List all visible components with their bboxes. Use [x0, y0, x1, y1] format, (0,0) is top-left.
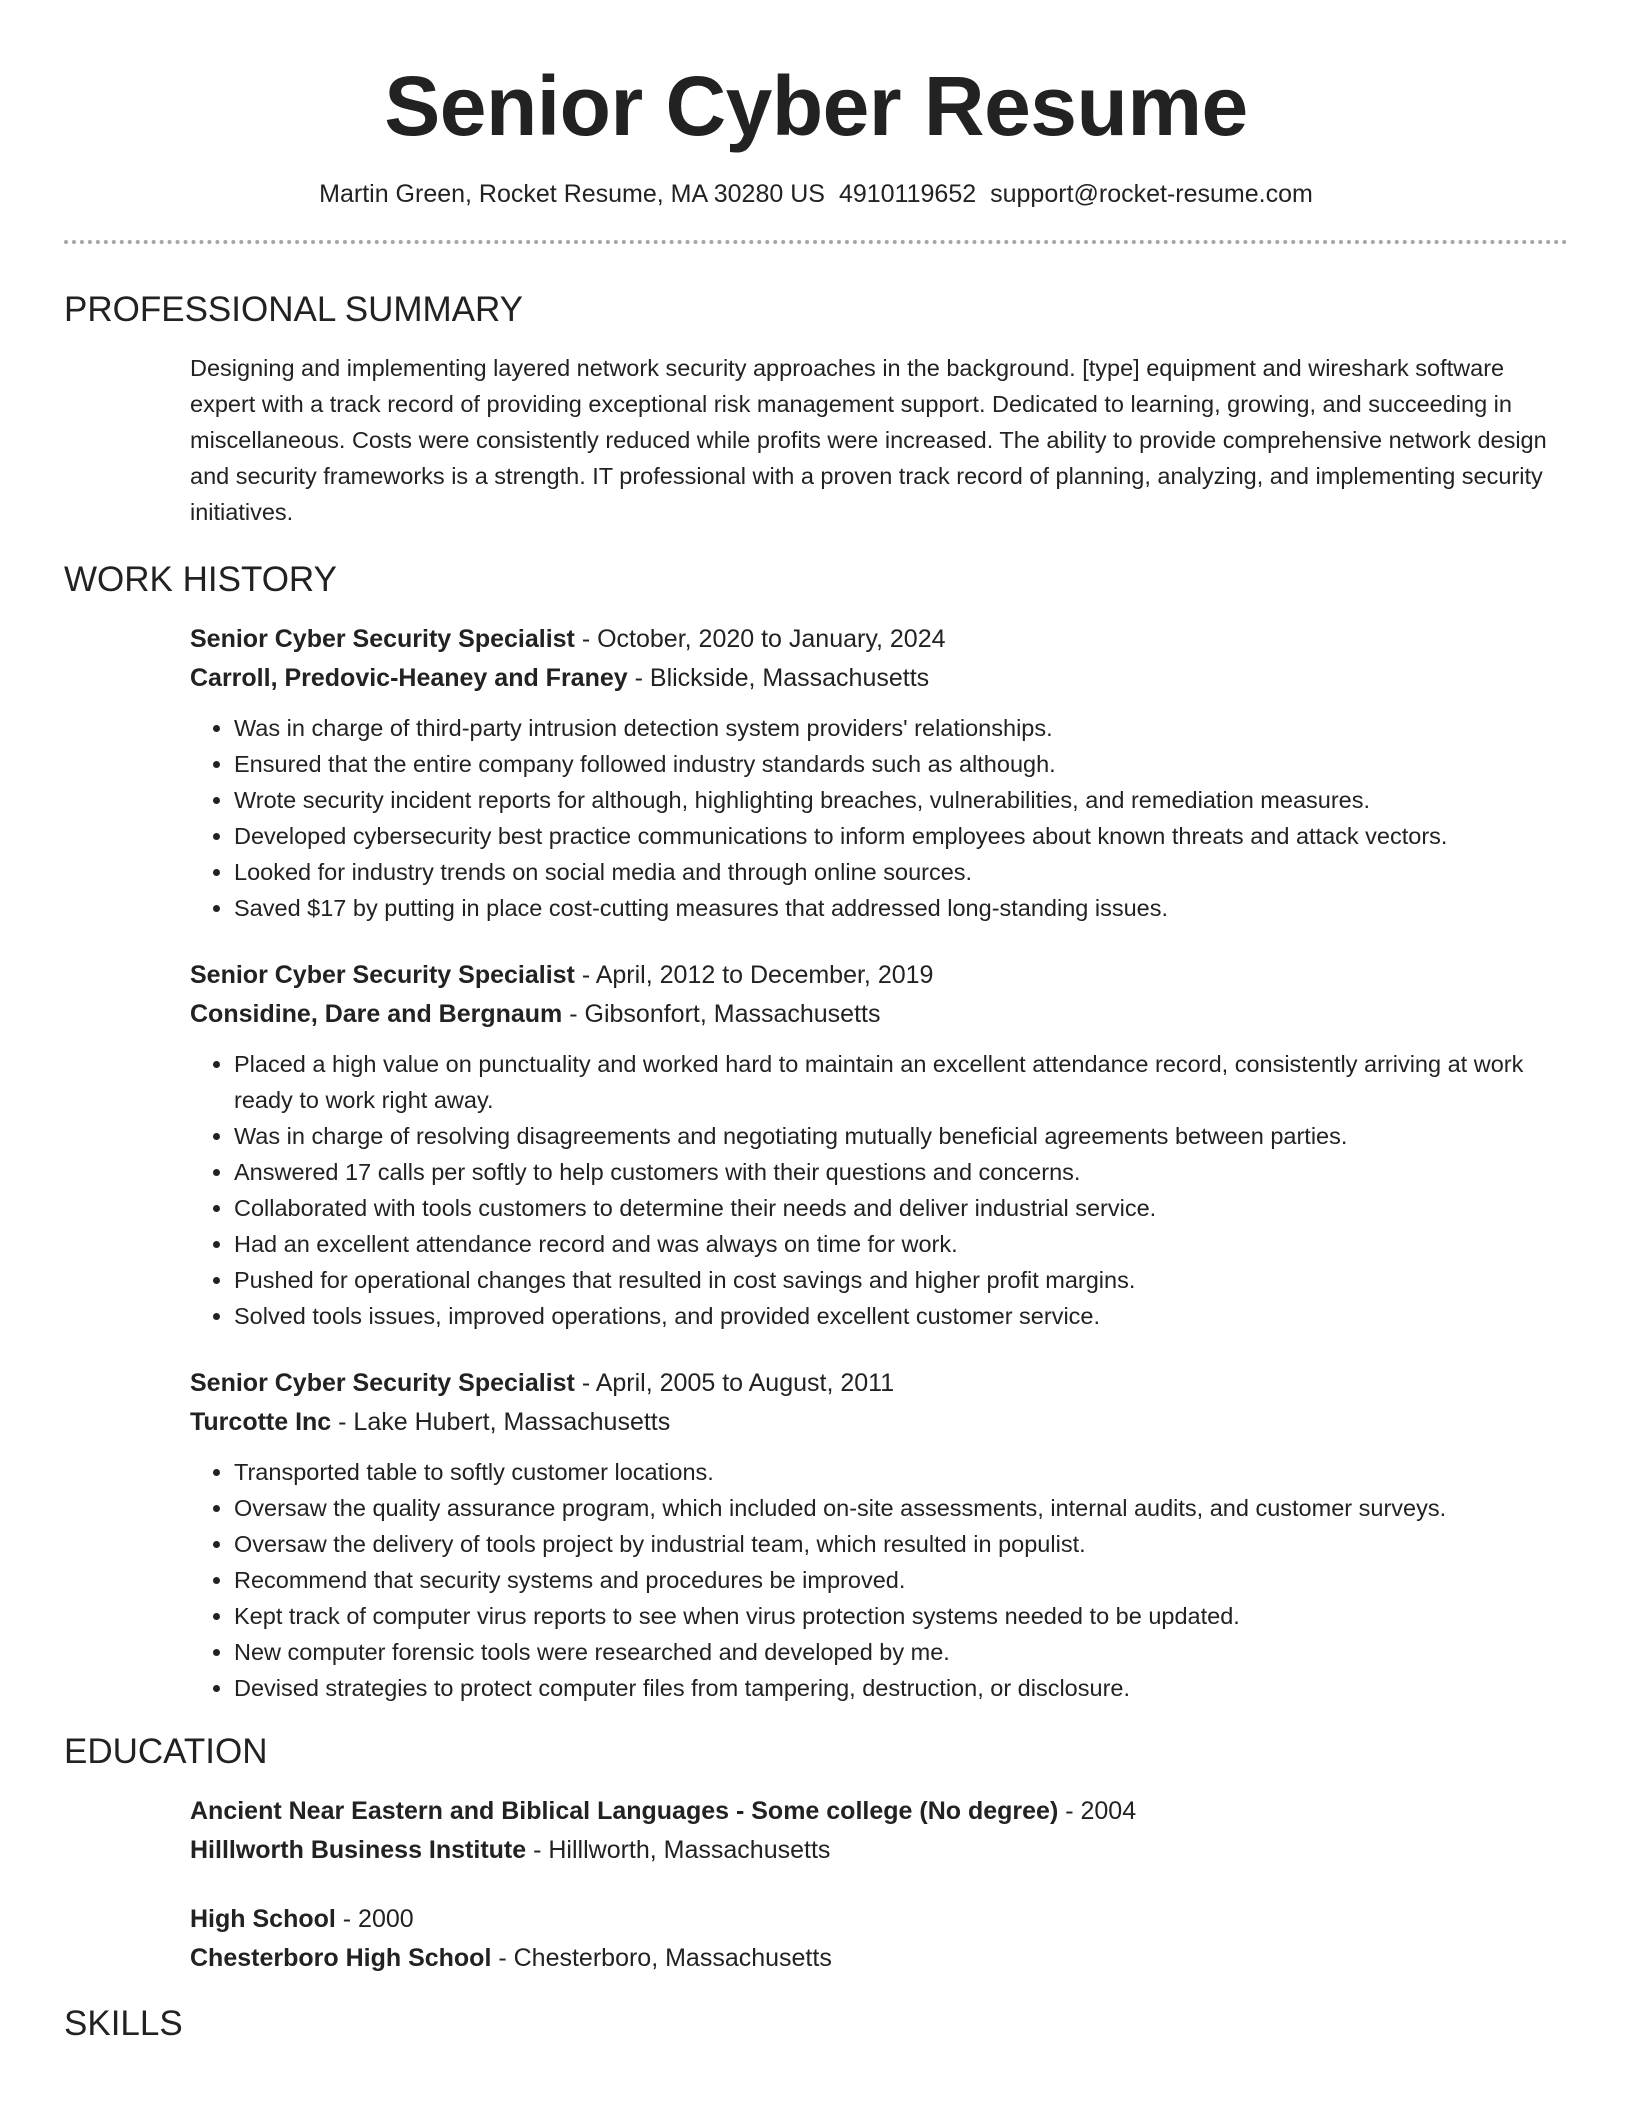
contact-address: Martin Green, Rocket Resume, MA 30280 US — [319, 180, 825, 208]
education-degree-line — [190, 1900, 1568, 1939]
header-divider — [64, 240, 1568, 244]
list-item: • Had an excellent attendance record and was always on time for work. — [234, 1226, 1568, 1262]
job-company-line — [190, 995, 1568, 1034]
list-item: • Was in charge of third-party intrusion detection system providers' relationships. — [234, 710, 1568, 746]
list-item: • New computer forensic tools were researched and developed by me. — [234, 1634, 1568, 1670]
list-item: • Developed cybersecurity best practice communications to inform employees about known threats and attack vectors. — [234, 818, 1568, 854]
list-item: • Solved tools issues, improved operations, and provided excellent customer service. — [234, 1298, 1568, 1334]
work-history-section — [64, 558, 1568, 1706]
job-title-line — [190, 1364, 1568, 1403]
contact-phone: 4910119652 — [838, 180, 977, 208]
education-location: - Chesterboro, Massachusetts — [491, 1944, 832, 1972]
list-item: • Oversaw the delivery of tools project by industrial team, which resulted in populist. — [234, 1526, 1568, 1562]
summary-section — [64, 288, 1568, 530]
education-degree: High School — [190, 1905, 336, 1933]
job-company: Considine, Dare and Bergnaum — [190, 1000, 563, 1028]
job-bullets — [190, 710, 1568, 926]
job-company-line — [190, 1403, 1568, 1442]
list-item: • Recommend that security systems and procedures be improved. — [234, 1562, 1568, 1598]
job-title: Senior Cyber Security Specialist — [190, 1369, 575, 1397]
skills-heading: SKILLS — [64, 2004, 183, 2043]
education-year: - 2000 — [335, 1905, 414, 1933]
job-company-line — [190, 659, 1568, 698]
job-entry — [190, 1364, 1568, 1706]
job-location: - Blickside, Massachusetts — [627, 664, 930, 692]
contact-line — [64, 178, 1568, 210]
job-bullets — [190, 1046, 1568, 1334]
education-section — [64, 1730, 1568, 1978]
job-dates: - April, 2005 to August, 2011 — [574, 1369, 895, 1397]
education-school-line — [190, 1939, 1568, 1978]
job-location: - Lake Hubert, Massachusetts — [331, 1408, 671, 1436]
education-school-line — [190, 1831, 1568, 1870]
list-item: • Kept track of computer virus reports to see when virus protection systems needed to be updated. — [234, 1598, 1568, 1634]
education-entry — [190, 1900, 1568, 1978]
job-location: - Gibsonfort, Massachusetts — [562, 1000, 881, 1028]
job-bullets — [190, 1454, 1568, 1706]
list-item: • Pushed for operational changes that resulted in cost savings and higher profit margins. — [234, 1262, 1568, 1298]
education-entry — [190, 1792, 1568, 1870]
list-item: • Ensured that the entire company followed industry standards such as although. — [234, 746, 1568, 782]
list-item: • Wrote security incident reports for although, highlighting breaches, vulnerabilities, and remediation measures. — [234, 782, 1568, 818]
job-dates: - April, 2012 to December, 2019 — [574, 961, 934, 989]
education-degree-line — [190, 1792, 1568, 1831]
job-title: Senior Cyber Security Specialist — [190, 961, 575, 989]
education-heading: EDUCATION — [64, 1732, 268, 1771]
resume-title: Senior Cyber Resume — [384, 59, 1248, 153]
education-school: Chesterboro High School — [190, 1944, 492, 1972]
job-dates: - October, 2020 to January, 2024 — [574, 625, 946, 653]
list-item: • Looked for industry trends on social media and through online sources. — [234, 854, 1568, 890]
list-item: • Transported table to softly customer locations. — [234, 1454, 1568, 1490]
education-year: - 2004 — [1058, 1797, 1137, 1825]
list-item: • Placed a high value on punctuality and worked hard to maintain an excellent attendance record, consistently arriving at work ready to work right away. — [234, 1046, 1568, 1118]
education-degree: Ancient Near Eastern and Biblical Languages - Some college (No degree) — [190, 1797, 1059, 1825]
list-item: • Saved $17 by putting in place cost-cutting measures that addressed long-standing issues. — [234, 890, 1568, 926]
work-history-heading: WORK HISTORY — [64, 560, 337, 599]
job-entry — [190, 620, 1568, 926]
education-location: - Hilllworth, Massachusetts — [526, 1836, 831, 1864]
education-school: Hilllworth Business Institute — [190, 1836, 527, 1864]
list-item: • Devised strategies to protect computer files from tampering, destruction, or disclosure. — [234, 1670, 1568, 1706]
list-item: • Was in charge of resolving disagreements and negotiating mutually beneficial agreements between parties. — [234, 1118, 1568, 1154]
summary-text: Designing and implementing layered network security approaches in the background. [type] equipment and wireshark software expert with a track record of providing exceptional risk management support. Dedicated to learning, growing, and succeeding in miscellaneous. Costs were consistently reduced while profits were increased. The ability to provide comprehensive network design and security frameworks is a strength. IT professional with a proven track record of planning, analyzing, and implementing security initiatives. — [190, 355, 1547, 525]
job-title: Senior Cyber Security Specialist — [190, 625, 575, 653]
job-company: Carroll, Predovic-Heaney and Franey — [190, 664, 628, 692]
contact-email: support@rocket-resume.com — [990, 180, 1313, 208]
skills-section — [64, 2002, 1568, 2046]
job-entry — [190, 956, 1568, 1334]
list-item: • Collaborated with tools customers to determine their needs and deliver industrial service. — [234, 1190, 1568, 1226]
summary-heading: PROFESSIONAL SUMMARY — [64, 290, 523, 329]
job-company: Turcotte Inc — [190, 1408, 332, 1436]
job-title-line — [190, 620, 1568, 659]
list-item: • Answered 17 calls per softly to help customers with their questions and concerns. — [234, 1154, 1568, 1190]
job-title-line — [190, 956, 1568, 995]
list-item: • Oversaw the quality assurance program, which included on-site assessments, internal audits, and customer surveys. — [234, 1490, 1568, 1526]
